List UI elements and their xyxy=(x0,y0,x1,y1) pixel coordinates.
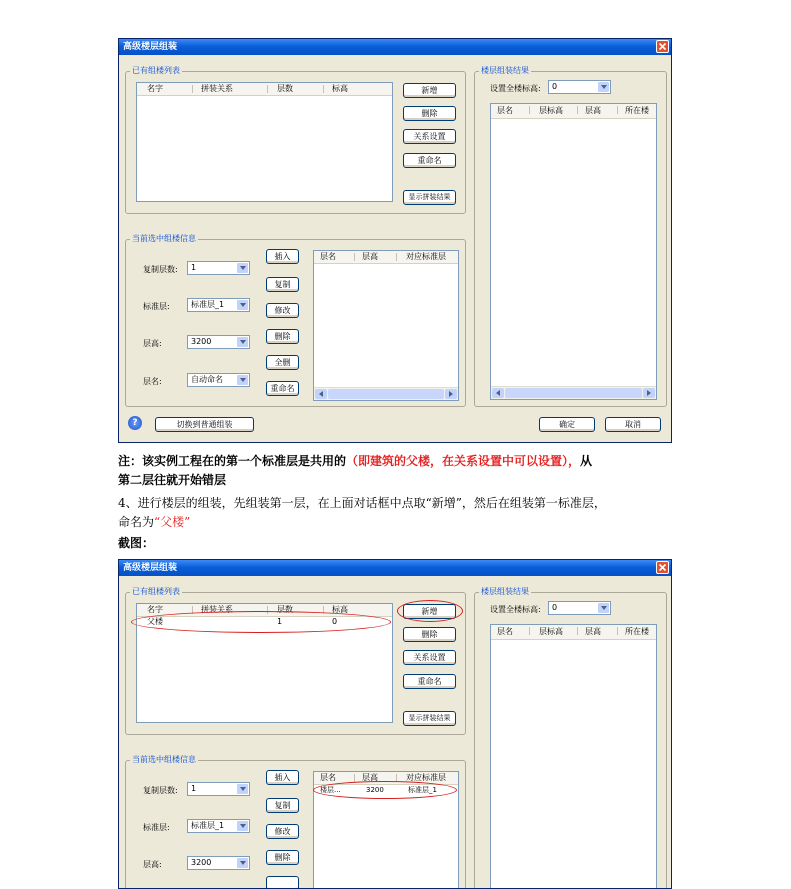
col-result-name: 层名 xyxy=(497,106,513,115)
col-floor-height: 层高 xyxy=(362,773,378,782)
dialog-advanced-floor-assembly-2 xyxy=(118,559,672,889)
copy-button[interactable]: 复制 xyxy=(266,277,299,292)
chevron-down-icon[interactable] xyxy=(237,821,248,831)
height-select[interactable] xyxy=(187,856,250,870)
step4-line-1: 4、进行楼层的组装，先组装第一层，在上面对话框中点取“新增”，然后在组装第一标准层， xyxy=(118,496,606,510)
result-list-scrollbar[interactable] xyxy=(491,386,656,399)
col-floors: 层数 xyxy=(277,84,293,93)
set-height-select[interactable] xyxy=(548,80,611,94)
chevron-down-icon[interactable] xyxy=(237,337,248,347)
std-floor-label: 标准层: xyxy=(143,823,170,832)
note-line-2: 第二层往就开始错层 xyxy=(118,473,227,487)
dialog-title-2: 高级楼层组装 xyxy=(119,560,671,576)
chevron-down-icon[interactable] xyxy=(237,300,248,310)
floor-row-name: 楼层... xyxy=(320,786,341,794)
std-floor-value: 标准层_1 xyxy=(191,300,225,309)
col-result-height: 层高 xyxy=(585,627,601,636)
col-result-elevation: 层标高 xyxy=(539,627,563,636)
chevron-down-icon[interactable] xyxy=(237,784,248,794)
height-label: 层高: xyxy=(143,339,162,348)
col-floor-name: 层名 xyxy=(320,773,336,782)
insert-button[interactable]: 插入 xyxy=(266,770,299,785)
insert-button[interactable]: 插入 xyxy=(266,249,299,264)
modify-button[interactable]: 修改 xyxy=(266,303,299,318)
std-floor-value: 标准层_1 xyxy=(191,821,225,830)
copy-floors-select[interactable] xyxy=(187,782,250,796)
note-tail: 从 xyxy=(580,454,593,468)
rename-button[interactable]: 重命名 xyxy=(403,674,456,689)
help-icon[interactable]: ? xyxy=(128,416,142,430)
copy-floors-value: 1 xyxy=(191,784,197,793)
existing-group-title: 已有组楼列表 xyxy=(132,66,180,75)
scroll-thumb[interactable] xyxy=(505,388,642,398)
height-label: 层高: xyxy=(143,860,162,869)
switch-normal-button[interactable]: 切换到普通组装 xyxy=(155,417,254,432)
floor-list-scrollbar[interactable] xyxy=(314,387,458,400)
result-list-2[interactable] xyxy=(490,624,657,889)
dialog-title: 高级楼层组装 xyxy=(119,39,671,55)
highlight-row-ellipse xyxy=(131,611,391,633)
current-group-title-2: 当前选中组楼信息 xyxy=(132,755,196,764)
copy-floors-select[interactable] xyxy=(187,261,250,275)
chevron-down-icon[interactable] xyxy=(237,858,248,868)
floor-row-std: 标准层_1 xyxy=(408,786,437,794)
scroll-left-icon[interactable] xyxy=(315,389,327,399)
floor-row-height: 3200 xyxy=(366,786,384,794)
floor-list[interactable] xyxy=(313,250,459,401)
note-line-1 xyxy=(118,452,592,470)
col-result-building: 所在楼 xyxy=(625,627,649,636)
col-result-height: 层高 xyxy=(585,106,601,115)
new-button[interactable]: 新增 xyxy=(403,604,456,619)
col-relation: 拼装关系 xyxy=(201,84,233,93)
set-height-select[interactable] xyxy=(548,601,611,615)
col-name: 名字 xyxy=(147,84,163,93)
row-elevation: 0 xyxy=(332,617,338,626)
screenshot-label: 截图： xyxy=(118,536,155,550)
floor-delete-button[interactable]: 删除 xyxy=(266,850,299,865)
std-floor-select[interactable] xyxy=(187,819,250,833)
height-select[interactable] xyxy=(187,335,250,349)
modify-button[interactable]: 修改 xyxy=(266,824,299,839)
scroll-thumb[interactable] xyxy=(328,389,444,399)
scroll-right-icon[interactable] xyxy=(643,388,655,398)
highlight-new-ellipse xyxy=(397,600,463,622)
relation-settings-button[interactable]: 关系设置 xyxy=(403,650,456,665)
delete-all-button[interactable]: 全删 xyxy=(266,355,299,370)
chevron-down-icon[interactable] xyxy=(598,82,609,92)
copy-floors-label: 复制层数: xyxy=(143,265,178,274)
floor-delete-button[interactable]: 删除 xyxy=(266,329,299,344)
step4-red: “父楼” xyxy=(154,515,191,529)
show-result-button[interactable]: 显示拼装结果 xyxy=(403,711,456,726)
set-height-label: 设置全楼标高: xyxy=(490,605,541,614)
floor-rename-button[interactable]: 重命名 xyxy=(266,381,299,396)
result-list[interactable] xyxy=(490,103,657,400)
col-result-elevation: 层标高 xyxy=(539,106,563,115)
result-list-header xyxy=(491,104,656,119)
col-floors: 层数 xyxy=(277,605,293,614)
close-icon[interactable] xyxy=(656,40,669,53)
set-height-value: 0 xyxy=(552,82,558,91)
col-elevation: 标高 xyxy=(332,84,348,93)
name-select[interactable] xyxy=(187,373,250,387)
col-elevation: 标高 xyxy=(332,605,348,614)
existing-group-list[interactable] xyxy=(136,82,393,202)
step4-line-2 xyxy=(118,513,190,531)
note-red: （即建筑的父楼，在关系设置中可以设置）， xyxy=(346,454,581,468)
col-std-floor: 对应标准层 xyxy=(406,773,446,782)
std-floor-label: 标准层: xyxy=(143,302,170,311)
scroll-left-icon[interactable] xyxy=(492,388,504,398)
existing-group-title-2: 已有组楼列表 xyxy=(132,587,180,596)
close-icon[interactable] xyxy=(656,561,669,574)
row-name: 父楼 xyxy=(147,617,163,626)
floor-list-header xyxy=(314,251,458,264)
col-result-building: 所在楼 xyxy=(625,106,649,115)
new-button[interactable]: 新增 xyxy=(403,83,456,98)
height-value: 3200 xyxy=(191,858,212,867)
relation-settings-button[interactable]: 关系设置 xyxy=(403,129,456,144)
col-relation: 拼装关系 xyxy=(201,605,233,614)
col-result-name: 层名 xyxy=(497,627,513,636)
rename-button[interactable]: 重命名 xyxy=(403,153,456,168)
set-height-label: 设置全楼标高: xyxy=(490,84,541,93)
dialog-advanced-floor-assembly xyxy=(118,38,672,443)
highlight-floor-ellipse xyxy=(313,781,457,799)
chevron-down-icon[interactable] xyxy=(237,375,248,385)
col-floor-name: 层名 xyxy=(320,252,336,261)
show-result-button[interactable]: 显示拼装结果 xyxy=(403,190,456,205)
col-name: 名字 xyxy=(147,605,163,614)
copy-floors-label: 复制层数: xyxy=(143,786,178,795)
name-value: 自动命名 xyxy=(191,375,223,384)
delete-button[interactable]: 删除 xyxy=(403,627,456,642)
list-header xyxy=(137,83,392,96)
result-list-header-2 xyxy=(491,625,656,640)
current-group-title: 当前选中组楼信息 xyxy=(132,234,196,243)
chevron-down-icon[interactable] xyxy=(237,263,248,273)
note-prefix: 注：该实例工程在的第一个标准层是共用的 xyxy=(118,454,347,468)
result-group-title: 楼层组装结果 xyxy=(481,66,529,75)
std-floor-select[interactable] xyxy=(187,298,250,312)
col-floor-height: 层高 xyxy=(362,252,378,261)
step4-prefix: 命名为 xyxy=(118,515,155,529)
set-height-value: 0 xyxy=(552,603,558,612)
cancel-button[interactable]: 取消 xyxy=(605,417,661,432)
delete-button[interactable]: 删除 xyxy=(403,106,456,121)
copy-button[interactable]: 复制 xyxy=(266,798,299,813)
copy-floors-value: 1 xyxy=(191,263,197,272)
scroll-right-icon[interactable] xyxy=(445,389,457,399)
height-value: 3200 xyxy=(191,337,212,346)
result-group-title-2: 楼层组装结果 xyxy=(481,587,529,596)
ok-button[interactable]: 确定 xyxy=(539,417,595,432)
chevron-down-icon[interactable] xyxy=(598,603,609,613)
col-std-floor: 对应标准层 xyxy=(406,252,446,261)
row-floors: 1 xyxy=(277,617,283,626)
name-label: 层名: xyxy=(143,377,162,386)
